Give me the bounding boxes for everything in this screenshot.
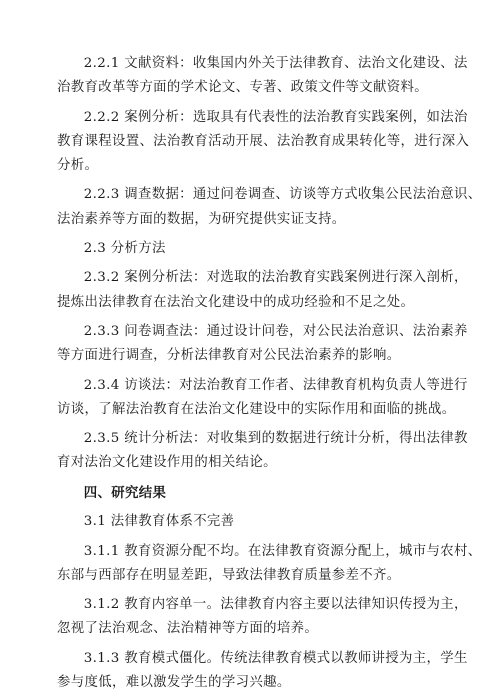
text-line: 治教育改革等方面的学术论文、专著、政策文件等文献资料。 <box>57 80 428 96</box>
paragraph <box>57 374 468 422</box>
text-line: 提炼出法律教育在法治文化建设中的成功经验和不足之处。 <box>57 294 415 310</box>
text-line: 3.1 法律教育体系不完善 <box>83 514 235 530</box>
text-line: 2.3.3 问卷调查法：通过设计问卷，对公民法治意识、法治素养 <box>83 323 468 339</box>
text-line: 2.3 分析方法 <box>83 240 166 256</box>
paragraph <box>57 183 482 231</box>
text-line: 育对法治文化建设作用的相关结论。 <box>57 455 277 471</box>
text-line: 3.1.2 教育内容单一。法律教育内容主要以法律知识传授为主， <box>83 597 468 613</box>
text-line: 3.1.3 教育模式僵化。传统法律教育模式以教师讲授为主，学生 <box>83 650 468 666</box>
document-body <box>57 52 482 700</box>
paragraph <box>57 266 468 314</box>
text-line: 法治素养等方面的数据，为研究提供实证支持。 <box>57 211 346 227</box>
paragraph <box>57 510 443 534</box>
text-line: 访谈，了解法治教育在法治文化建设中的实际作用和面临的挑战。 <box>57 401 456 417</box>
text-line: 四、研究结果 <box>83 484 167 501</box>
text-line: 教育课程设置、法治教育活动开展、法治教育成果转化等，进行深入 <box>57 133 470 149</box>
paragraph <box>57 320 468 368</box>
text-line: 等方面进行调查，分析法律教育对公民法治素养的影响。 <box>57 348 401 364</box>
text-line: 2.2.1 文献资料：收集国内外关于法律教育、法治文化建设、法 <box>83 56 468 71</box>
text-line: 3.1.1 教育资源分配不均。在法律教育资源分配上，城市与农村、 <box>83 543 482 559</box>
text-line: 2.2.2 案例分析：选取具有代表性的法治教育实践案例，如法治 <box>83 109 468 125</box>
paragraph <box>57 106 470 179</box>
text-line: 2.2.3 调查数据：通过问卷调查、访谈等方式收集公民法治意识、 <box>83 187 482 203</box>
text-line: 忽视了法治观念、法治精神等方面的培养。 <box>57 621 319 637</box>
paragraph <box>57 593 468 641</box>
text-line: 2.3.2 案例分析法：对选取的法治教育实践案例进行深入剖析， <box>83 270 468 286</box>
text-line: 2.3.4 访谈法：对法治教育工作者、法律教育机构负责人等进行 <box>83 377 468 393</box>
text-line: 分析。 <box>57 158 99 173</box>
text-line: 东部与西部存在明显差距，导致法律教育质量参差不齐。 <box>57 567 401 583</box>
paragraph <box>57 237 443 261</box>
text-line: 2.3.5 统计分析法：对收集到的数据进行统计分析，得出法律教 <box>83 431 468 447</box>
paragraph <box>57 427 468 475</box>
paragraph <box>57 52 468 100</box>
paragraph <box>57 540 482 588</box>
section-heading <box>57 481 443 505</box>
text-line: 参与度低，难以激发学生的学习兴趣。 <box>57 674 291 690</box>
paragraph <box>57 647 468 695</box>
